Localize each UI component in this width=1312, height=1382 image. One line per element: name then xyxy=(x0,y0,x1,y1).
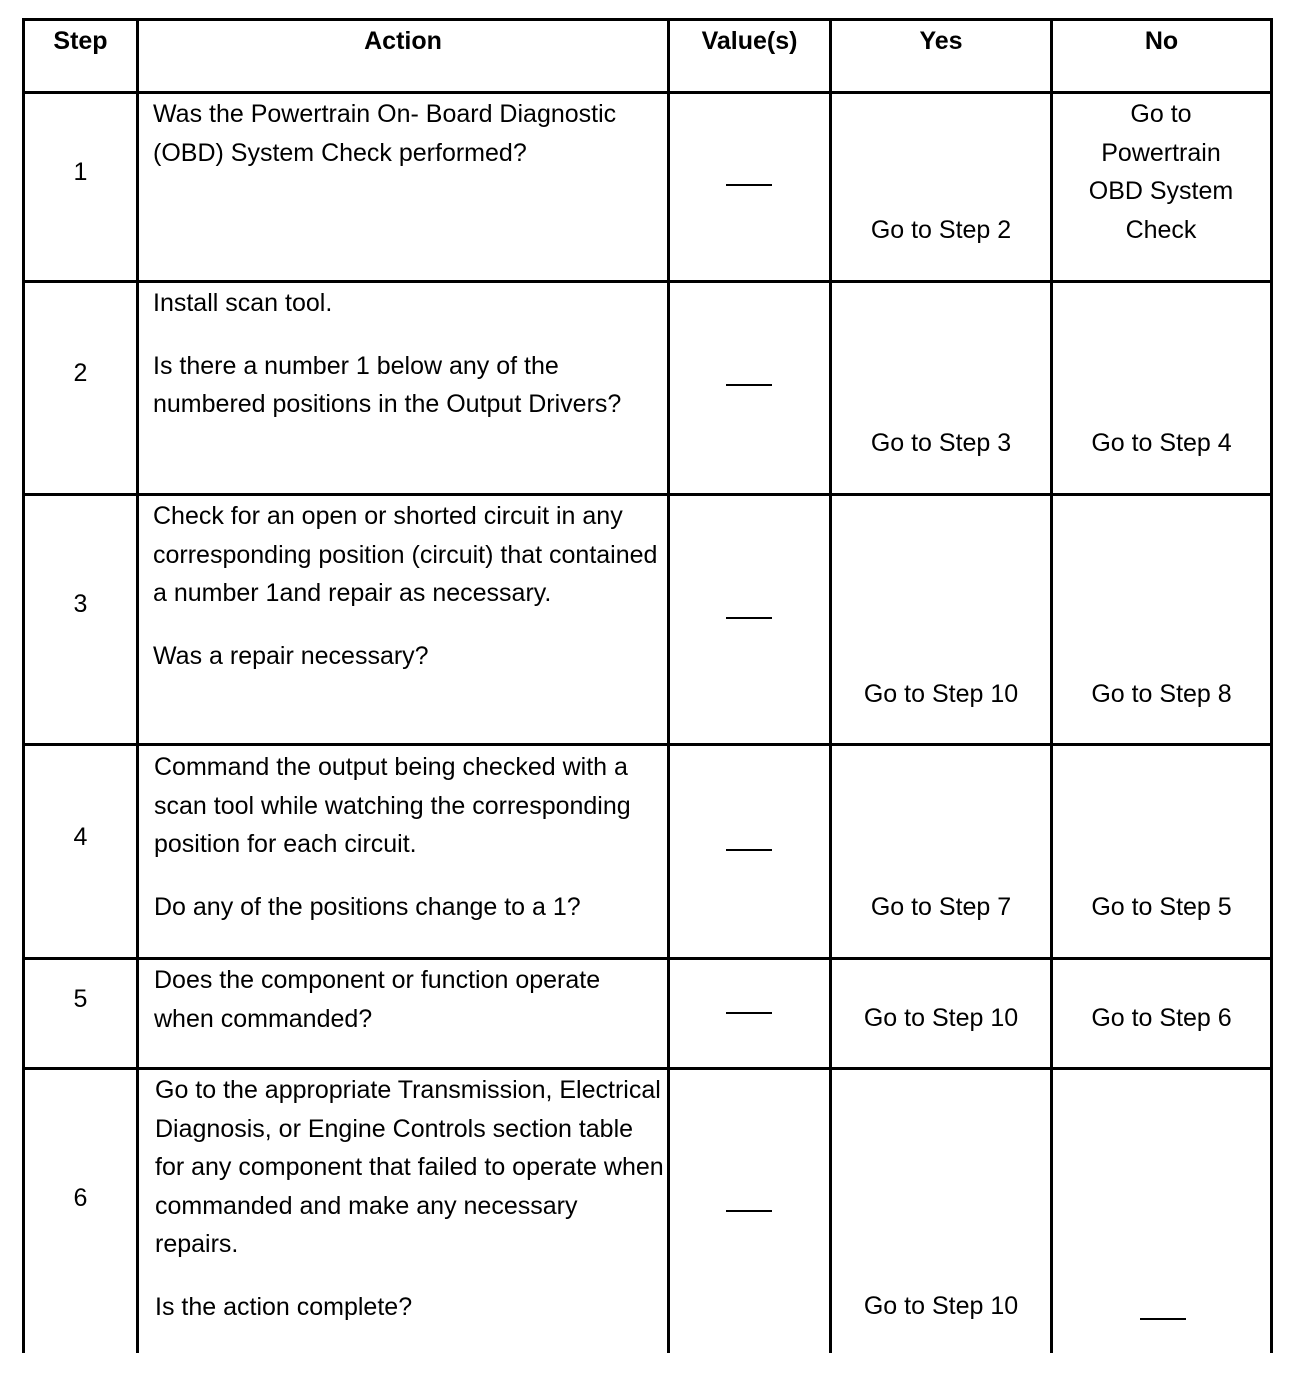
step-number: 2 xyxy=(73,359,88,387)
step-number: 4 xyxy=(73,823,88,851)
yes-result: Go to Step 10 xyxy=(863,1292,1019,1320)
value-dash xyxy=(726,1210,772,1212)
value-dash xyxy=(726,849,772,851)
row-divider xyxy=(22,743,1273,746)
action-instruction: Check for an open or shorted circuit in any corresponding position (circuit) that contained a number 1and repair as necessary. xyxy=(153,502,658,607)
step-number: 3 xyxy=(73,590,88,618)
no-result: Go to Powertrain OBD System Check xyxy=(1088,100,1234,244)
header-values: Value(s) xyxy=(701,27,798,55)
row-divider xyxy=(22,957,1273,960)
value-dash xyxy=(726,1012,772,1014)
header-no: No xyxy=(1144,27,1179,55)
yes-result: Go to Step 10 xyxy=(863,1004,1019,1032)
yes-result: Go to Step 2 xyxy=(870,216,1012,244)
action-question: Is the action complete? xyxy=(155,1292,413,1321)
action-instruction: Command the output being checked with a scan tool while watching the corresponding position for each circuit. xyxy=(154,753,631,858)
header-yes: Yes xyxy=(919,27,963,55)
row-divider xyxy=(22,91,1273,94)
row-divider xyxy=(22,493,1273,496)
header-action: Action xyxy=(364,27,442,55)
action-text xyxy=(153,284,663,424)
row-divider xyxy=(22,1067,1273,1070)
action-text xyxy=(154,961,664,1038)
no-result: Go to Step 5 xyxy=(1091,893,1232,921)
step-number: 5 xyxy=(73,985,88,1013)
action-text xyxy=(153,497,663,675)
column-divider xyxy=(667,18,670,1353)
no-result: Go to Step 6 xyxy=(1091,1004,1232,1032)
value-dash xyxy=(726,617,772,619)
column-divider xyxy=(1270,18,1273,1353)
no-result: Go to Step 8 xyxy=(1091,680,1232,708)
action-instruction: Go to the appropriate Transmission, Electrical Diagnosis, or Engine Controls section table for any component that failed to operate when commanded and make any necessary repairs. xyxy=(155,1076,664,1258)
yes-result: Go to Step 7 xyxy=(870,893,1012,921)
action-instruction: Does the component or function operate when commanded? xyxy=(154,966,601,1033)
table-border-top xyxy=(22,18,1273,21)
action-question: Was a repair necessary? xyxy=(153,641,429,670)
action-text xyxy=(154,748,664,926)
header-step: Step xyxy=(53,27,108,55)
value-dash xyxy=(726,184,772,186)
action-instruction: Install scan tool. xyxy=(153,289,333,317)
step-number: 6 xyxy=(73,1184,88,1212)
yes-result: Go to Step 10 xyxy=(863,680,1019,708)
no-result-dash xyxy=(1140,1318,1186,1320)
action-question: Is there a number 1 below any of the numbered positions in the Output Drivers? xyxy=(153,351,622,418)
action-text xyxy=(155,1071,665,1326)
yes-result: Go to Step 3 xyxy=(870,429,1012,457)
value-dash xyxy=(726,384,772,386)
step-number: 1 xyxy=(73,158,88,186)
action-question: Do any of the positions change to a 1? xyxy=(154,892,581,921)
action-text xyxy=(153,95,663,172)
no-result: Go to Step 4 xyxy=(1091,429,1232,457)
column-divider xyxy=(22,18,25,1353)
row-divider xyxy=(22,280,1273,283)
action-instruction: Was the Powertrain On- Board Diagnostic (OBD) System Check performed? xyxy=(153,100,617,167)
column-divider xyxy=(136,18,139,1353)
